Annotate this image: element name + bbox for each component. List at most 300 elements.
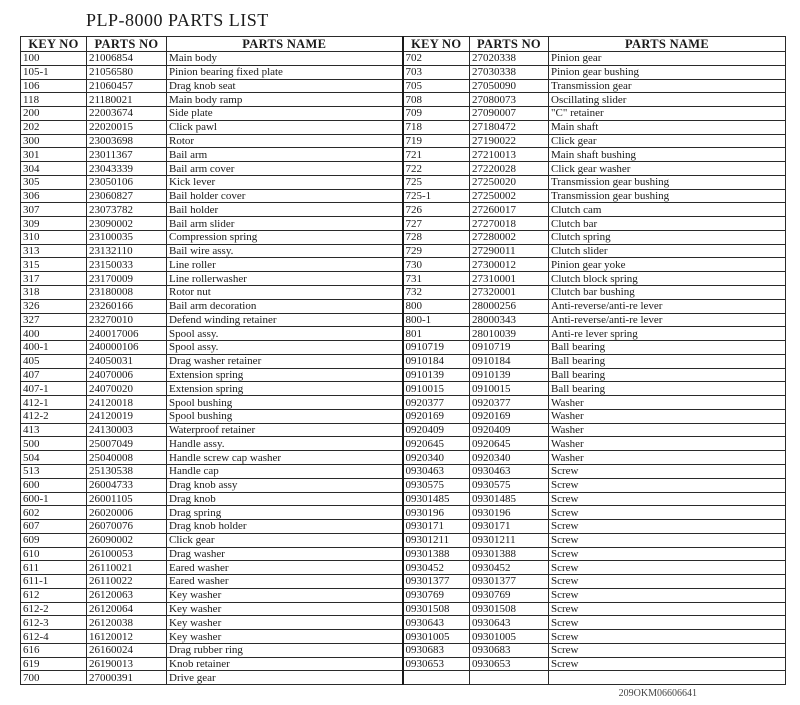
cell-parts-no-2 [470,671,549,685]
cell-parts-no: 23050106 [87,175,167,189]
cell-parts-name-2: Clutch cam [549,203,786,217]
cell-key-no: 304 [21,162,87,176]
cell-parts-name-2: Transmission gear bushing [549,189,786,203]
cell-parts-no-2: 0930643 [470,616,549,630]
cell-key-no: 313 [21,244,87,258]
table-row [21,272,786,286]
cell-parts-name: Side plate [167,107,403,121]
cell-parts-name-2: Clutch slider [549,244,786,258]
cell-parts-no: 23100035 [87,230,167,244]
cell-parts-no-2: 09301211 [470,533,549,547]
cell-key-no-2: 719 [403,134,470,148]
cell-key-no: 315 [21,258,87,272]
cell-parts-name-2: Screw [549,643,786,657]
cell-parts-no: 24050031 [87,354,167,368]
cell-key-no-2: 0920340 [403,451,470,465]
cell-key-no: 318 [21,286,87,300]
cell-parts-no-2: 0910184 [470,354,549,368]
cell-key-no: 700 [21,671,87,685]
cell-key-no: 607 [21,520,87,534]
cell-parts-name-2: Clutch bar bushing [549,286,786,300]
table-row [21,354,786,368]
cell-key-no: 611-1 [21,575,87,589]
cell-parts-name-2: Transmission gear bushing [549,175,786,189]
cell-key-no: 300 [21,134,87,148]
cell-parts-name-2: Click gear [549,134,786,148]
cell-parts-name: Drag washer [167,547,403,561]
cell-parts-no: 23003698 [87,134,167,148]
cell-key-no-2: 0910015 [403,382,470,396]
cell-parts-name: Handle cap [167,464,403,478]
cell-parts-no-2: 0930452 [470,561,549,575]
cell-key-no-2: 729 [403,244,470,258]
cell-parts-no-2: 27320001 [470,286,549,300]
cell-parts-no-2: 0910719 [470,341,549,355]
cell-parts-name: Bail arm [167,148,403,162]
cell-key-no: 100 [21,52,87,66]
cell-key-no-2: 0920169 [403,409,470,423]
cell-key-no: 327 [21,313,87,327]
cell-key-no: 200 [21,107,87,121]
cell-key-no: 513 [21,464,87,478]
cell-key-no-2: 0910139 [403,368,470,382]
cell-parts-no-2: 27020338 [470,52,549,66]
cell-parts-name-2: Washer [549,396,786,410]
cell-parts-no: 26160024 [87,643,167,657]
cell-parts-name: Main body ramp [167,93,403,107]
cell-parts-name: Bail arm slider [167,217,403,231]
cell-parts-name: Line roller [167,258,403,272]
cell-parts-name-2: Screw [549,478,786,492]
cell-parts-no: 240017006 [87,327,167,341]
cell-parts-name-2: Screw [549,616,786,630]
header-key-no: KEY NO [21,37,87,52]
table-row [21,217,786,231]
cell-key-no-2: 0930643 [403,616,470,630]
cell-key-no-2: 718 [403,120,470,134]
table-row [21,520,786,534]
cell-parts-no-2: 28000256 [470,299,549,313]
cell-parts-name: Line rollerwasher [167,272,403,286]
cell-parts-no-2: 27090007 [470,107,549,121]
cell-parts-name: Bail arm decoration [167,299,403,313]
cell-parts-name-2: Main shaft [549,120,786,134]
cell-parts-no: 23043339 [87,162,167,176]
cell-parts-name: Drag spring [167,506,403,520]
cell-parts-no-2: 0930171 [470,520,549,534]
cell-key-no: 407-1 [21,382,87,396]
cell-parts-no-2: 0920340 [470,451,549,465]
cell-parts-no-2: 27190022 [470,134,549,148]
cell-parts-no-2: 0920409 [470,423,549,437]
cell-key-no-2: 801 [403,327,470,341]
cell-key-no-2: 09301005 [403,630,470,644]
cell-parts-no: 26100053 [87,547,167,561]
header-parts-name: PARTS NAME [167,37,403,52]
header-row [21,37,786,52]
cell-key-no: 413 [21,423,87,437]
cell-key-no-2: 721 [403,148,470,162]
cell-parts-name-2: Screw [549,520,786,534]
cell-key-no: 504 [21,451,87,465]
table-row [21,313,786,327]
cell-parts-no-2: 27290011 [470,244,549,258]
cell-parts-no-2: 0920169 [470,409,549,423]
cell-parts-name: Eared washer [167,561,403,575]
cell-key-no-2: 09301211 [403,533,470,547]
parts-table-body [21,52,786,685]
table-row [21,299,786,313]
cell-key-no: 305 [21,175,87,189]
cell-parts-name: Pinion bearing fixed plate [167,65,403,79]
cell-parts-name: Click gear [167,533,403,547]
table-row [21,93,786,107]
cell-parts-no: 22003674 [87,107,167,121]
cell-parts-no-2: 09301485 [470,492,549,506]
cell-parts-name: Key washer [167,630,403,644]
cell-key-no: 612-2 [21,602,87,616]
cell-parts-no: 23150033 [87,258,167,272]
cell-key-no-2: 732 [403,286,470,300]
cell-key-no: 400-1 [21,341,87,355]
cell-key-no-2: 0930769 [403,588,470,602]
cell-key-no: 600-1 [21,492,87,506]
cell-parts-no: 26090002 [87,533,167,547]
table-row [21,148,786,162]
cell-parts-no-2: 27300012 [470,258,549,272]
header-key-no-2: KEY NO [403,37,470,52]
table-row [21,657,786,671]
table-row [21,120,786,134]
cell-parts-name-2: Ball bearing [549,382,786,396]
cell-parts-name: Main body [167,52,403,66]
table-row [21,423,786,437]
cell-parts-name: Drag knob assy [167,478,403,492]
header-parts-no: PARTS NO [87,37,167,52]
table-row [21,162,786,176]
cell-parts-no: 23073782 [87,203,167,217]
cell-key-no: 405 [21,354,87,368]
cell-parts-name-2: Screw [549,506,786,520]
cell-key-no-2: 726 [403,203,470,217]
cell-key-no: 619 [21,657,87,671]
cell-parts-no: 26110021 [87,561,167,575]
cell-parts-name: Drag rubber ring [167,643,403,657]
cell-parts-no-2: 0930769 [470,588,549,602]
table-row [21,547,786,561]
cell-parts-no: 24130003 [87,423,167,437]
table-row [21,533,786,547]
table-row [21,671,786,685]
cell-parts-name-2: Screw [549,588,786,602]
cell-parts-name: Waterproof retainer [167,423,403,437]
table-row [21,134,786,148]
cell-key-no-2: 728 [403,230,470,244]
header-parts-no-2: PARTS NO [470,37,549,52]
cell-parts-name: Key washer [167,616,403,630]
table-row [21,396,786,410]
cell-parts-name-2: Anti-reverse/anti-re lever [549,299,786,313]
table-row [21,588,786,602]
cell-parts-no-2: 27250020 [470,175,549,189]
cell-parts-name-2: Screw [549,657,786,671]
cell-key-no-2: 09301377 [403,575,470,589]
table-row [21,630,786,644]
cell-parts-no-2: 0930575 [470,478,549,492]
cell-parts-name: Bail holder [167,203,403,217]
cell-parts-no-2: 09301005 [470,630,549,644]
cell-parts-name-2: "C" retainer [549,107,786,121]
cell-parts-name-2: Transmission gear [549,79,786,93]
cell-key-no: 610 [21,547,87,561]
cell-key-no-2: 708 [403,93,470,107]
cell-key-no: 310 [21,230,87,244]
cell-key-no: 309 [21,217,87,231]
table-row [21,189,786,203]
cell-parts-name-2: Click gear washer [549,162,786,176]
cell-parts-no-2: 28010039 [470,327,549,341]
table-row [21,464,786,478]
cell-parts-no-2: 0910015 [470,382,549,396]
cell-parts-no-2: 0930463 [470,464,549,478]
cell-key-no: 317 [21,272,87,286]
header-parts-name-2: PARTS NAME [549,37,786,52]
cell-parts-name: Drag knob holder [167,520,403,534]
cell-parts-no-2: 27310001 [470,272,549,286]
cell-parts-name-2: Anti-re lever spring [549,327,786,341]
cell-parts-name: Spool assy. [167,341,403,355]
cell-key-no-2: 730 [403,258,470,272]
cell-key-no: 307 [21,203,87,217]
table-row [21,368,786,382]
cell-parts-no: 24070020 [87,382,167,396]
cell-parts-name: Rotor [167,134,403,148]
table-row [21,382,786,396]
cell-parts-no: 23270010 [87,313,167,327]
cell-parts-name: Handle assy. [167,437,403,451]
cell-parts-name-2: Screw [549,533,786,547]
cell-parts-name: Key washer [167,588,403,602]
cell-parts-no: 21180021 [87,93,167,107]
table-row [21,244,786,258]
cell-parts-no: 22020015 [87,120,167,134]
cell-key-no-2: 800-1 [403,313,470,327]
cell-key-no: 602 [21,506,87,520]
cell-parts-no-2: 27260017 [470,203,549,217]
cell-parts-no-2: 0910139 [470,368,549,382]
cell-parts-name: Extension spring [167,368,403,382]
cell-parts-no: 26020006 [87,506,167,520]
cell-parts-name: Bail arm cover [167,162,403,176]
cell-parts-no: 16120012 [87,630,167,644]
cell-parts-no: 26120038 [87,616,167,630]
cell-parts-name: Spool bushing [167,409,403,423]
cell-key-no-2: 722 [403,162,470,176]
cell-key-no-2: 09301485 [403,492,470,506]
cell-parts-no: 24120019 [87,409,167,423]
cell-parts-no-2: 27280002 [470,230,549,244]
table-row [21,175,786,189]
cell-parts-no-2: 0920377 [470,396,549,410]
cell-key-no: 400 [21,327,87,341]
cell-parts-name-2: Screw [549,561,786,575]
cell-key-no-2: 0930653 [403,657,470,671]
table-row [21,286,786,300]
cell-parts-name: Spool assy. [167,327,403,341]
cell-key-no: 306 [21,189,87,203]
cell-parts-name-2: Screw [549,547,786,561]
cell-parts-name: Drive gear [167,671,403,685]
cell-parts-no: 26190013 [87,657,167,671]
cell-key-no: 612-3 [21,616,87,630]
cell-parts-name-2: Screw [549,602,786,616]
cell-parts-name: Defend winding retainer [167,313,403,327]
cell-parts-name-2 [549,671,786,685]
cell-parts-no: 26110022 [87,575,167,589]
cell-key-no-2: 0930575 [403,478,470,492]
cell-parts-name-2: Ball bearing [549,341,786,355]
cell-parts-name-2: Pinion gear [549,52,786,66]
cell-key-no-2: 800 [403,299,470,313]
cell-parts-no: 25040008 [87,451,167,465]
cell-key-no-2: 0930196 [403,506,470,520]
cell-key-no-2: 09301388 [403,547,470,561]
cell-parts-no: 24120018 [87,396,167,410]
table-row [21,451,786,465]
table-row [21,643,786,657]
cell-key-no: 301 [21,148,87,162]
cell-parts-no-2: 27270018 [470,217,549,231]
cell-key-no-2: 0920409 [403,423,470,437]
cell-parts-no-2: 27210013 [470,148,549,162]
cell-parts-name: Drag knob [167,492,403,506]
cell-key-no: 407 [21,368,87,382]
cell-key-no: 612 [21,588,87,602]
page-title: PLP-8000 PARTS LIST [86,10,269,30]
table-row [21,65,786,79]
cell-parts-name-2: Washer [549,409,786,423]
cell-parts-name: Spool bushing [167,396,403,410]
cell-key-no-2: 0930452 [403,561,470,575]
cell-parts-name: Key washer [167,602,403,616]
cell-parts-name-2: Oscillating slider [549,93,786,107]
cell-key-no: 118 [21,93,87,107]
cell-key-no-2: 09301508 [403,602,470,616]
cell-parts-no: 23011367 [87,148,167,162]
cell-parts-no: 26001105 [87,492,167,506]
cell-parts-name-2: Washer [549,451,786,465]
cell-parts-no-2: 27180472 [470,120,549,134]
cell-parts-name-2: Screw [549,575,786,589]
cell-parts-name-2: Screw [549,492,786,506]
cell-parts-no-2: 28000343 [470,313,549,327]
table-row [21,602,786,616]
cell-key-no-2: 0920645 [403,437,470,451]
table-row [21,561,786,575]
parts-table [20,36,786,685]
cell-parts-name-2: Clutch bar [549,217,786,231]
cell-key-no: 412-1 [21,396,87,410]
cell-key-no-2: 0910719 [403,341,470,355]
cell-parts-name-2: Clutch block spring [549,272,786,286]
table-row [21,327,786,341]
cell-key-no-2: 709 [403,107,470,121]
table-row [21,79,786,93]
cell-parts-no-2: 27250002 [470,189,549,203]
cell-parts-no: 26070076 [87,520,167,534]
cell-parts-no: 27000391 [87,671,167,685]
cell-parts-no-2: 27030338 [470,65,549,79]
cell-parts-no: 25007049 [87,437,167,451]
cell-parts-no: 23090002 [87,217,167,231]
table-row [21,52,786,66]
cell-parts-no: 21006854 [87,52,167,66]
cell-key-no-2: 725 [403,175,470,189]
cell-parts-no-2: 0920645 [470,437,549,451]
cell-parts-name: Drag knob seat [167,79,403,93]
table-row [21,575,786,589]
cell-parts-name: Eared washer [167,575,403,589]
table-row [21,506,786,520]
cell-key-no-2: 702 [403,52,470,66]
cell-parts-no: 23060827 [87,189,167,203]
cell-parts-no-2: 09301377 [470,575,549,589]
cell-parts-no: 26120064 [87,602,167,616]
table-row [21,230,786,244]
footer-code: 209OKM06606641 [618,688,697,699]
cell-key-no-2: 725-1 [403,189,470,203]
cell-parts-no: 23132110 [87,244,167,258]
cell-key-no: 611 [21,561,87,575]
cell-key-no-2: 0910184 [403,354,470,368]
cell-key-no: 616 [21,643,87,657]
cell-parts-no-2: 09301388 [470,547,549,561]
cell-parts-no: 26004733 [87,478,167,492]
table-row [21,437,786,451]
cell-parts-name: Bail holder cover [167,189,403,203]
cell-key-no: 600 [21,478,87,492]
cell-parts-no-2: 09301508 [470,602,549,616]
table-row [21,478,786,492]
cell-parts-name-2: Main shaft bushing [549,148,786,162]
cell-parts-name-2: Clutch spring [549,230,786,244]
cell-parts-no: 21056580 [87,65,167,79]
cell-parts-name: Bail wire assy. [167,244,403,258]
table-row [21,107,786,121]
cell-parts-name-2: Ball bearing [549,368,786,382]
cell-parts-no-2: 0930653 [470,657,549,671]
cell-parts-name-2: Pinion gear bushing [549,65,786,79]
cell-parts-name: Kick lever [167,175,403,189]
cell-parts-no-2: 27050090 [470,79,549,93]
table-row [21,492,786,506]
cell-parts-no: 23170009 [87,272,167,286]
cell-parts-no: 26120063 [87,588,167,602]
cell-parts-name-2: Washer [549,423,786,437]
table-row [21,409,786,423]
cell-parts-name: Knob retainer [167,657,403,671]
cell-parts-name-2: Anti-reverse/anti-re lever [549,313,786,327]
cell-parts-name: Handle screw cap washer [167,451,403,465]
cell-parts-no: 21060457 [87,79,167,93]
cell-key-no-2: 0930683 [403,643,470,657]
cell-key-no: 106 [21,79,87,93]
cell-parts-name-2: Screw [549,464,786,478]
cell-parts-no-2: 0930196 [470,506,549,520]
cell-parts-no-2: 27080073 [470,93,549,107]
table-row [21,203,786,217]
cell-parts-no-2: 0930683 [470,643,549,657]
